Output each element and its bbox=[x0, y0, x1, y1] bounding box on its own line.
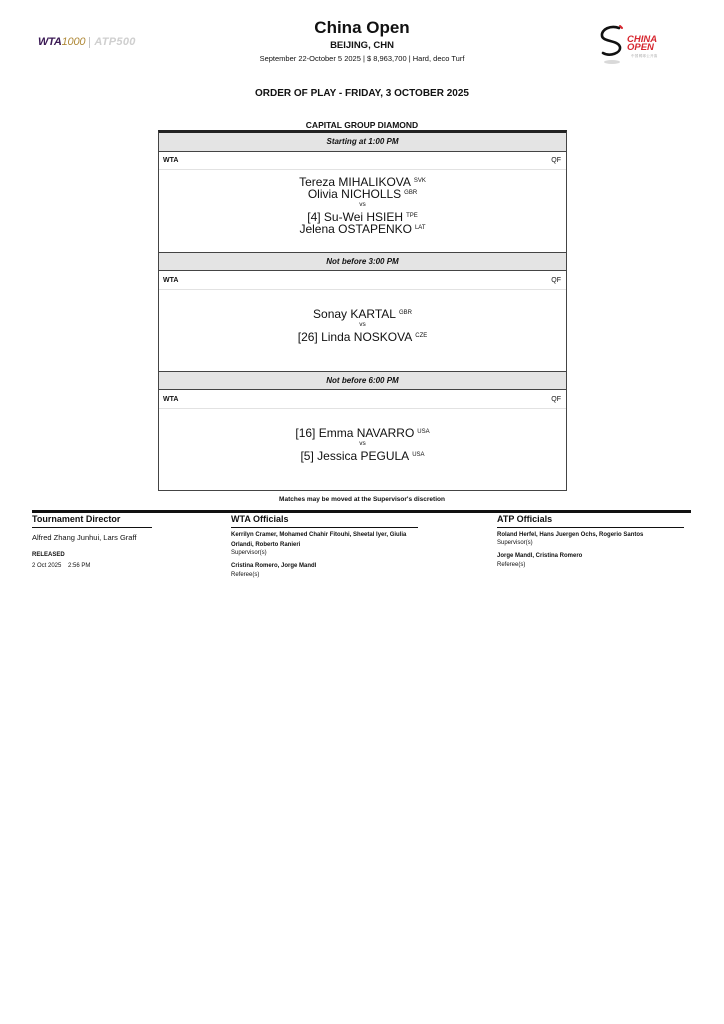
player-entry bbox=[159, 222, 566, 234]
tournament-director-title: Tournament Director bbox=[32, 514, 152, 528]
player-name: [26] Linda NOSKOVA bbox=[297, 330, 413, 344]
player-name: Olivia NICHOLLS bbox=[307, 187, 402, 201]
tour-label: WTA bbox=[163, 396, 179, 403]
wta-supervisors-names-line-2: Orlandi, Roberto Ranieri bbox=[231, 542, 301, 548]
slot-time-header: Not before 3:00 PM bbox=[159, 252, 566, 271]
wta-supervisors-names-line-1: Kerrilyn Cramer, Mohamed Chahir Fitouhi, Sheetal Iyer, Giulia bbox=[231, 532, 407, 538]
order-of-play-heading: ORDER OF PLAY - FRIDAY, 3 OCTOBER 2025 bbox=[255, 88, 469, 99]
logo-text-line-1: CHINA bbox=[627, 34, 658, 45]
versus-label: vs bbox=[359, 201, 366, 208]
court-name: CAPITAL GROUP DIAMOND bbox=[305, 120, 419, 130]
wta-supervisors-role: Supervisor(s) bbox=[231, 550, 267, 556]
player-country: USA bbox=[412, 452, 425, 458]
match-players bbox=[159, 426, 566, 461]
match-info-row bbox=[159, 391, 566, 409]
slot-time-header: Not before 6:00 PM bbox=[159, 371, 566, 390]
player-entry bbox=[159, 307, 566, 319]
player-country: TPE bbox=[406, 213, 418, 219]
wta-logo-text: WTA bbox=[38, 36, 62, 48]
player-country: GBR bbox=[404, 190, 418, 196]
player-country: SVK bbox=[413, 178, 426, 184]
round-label: QF bbox=[551, 277, 561, 284]
atp-supervisors-names: Roland Herfel, Hans Juergen Ochs, Rogerio Santos bbox=[497, 532, 644, 538]
player-name: Tereza MIHALIKOVA bbox=[299, 175, 411, 189]
match-info-row bbox=[159, 152, 566, 170]
player-entry bbox=[159, 449, 566, 461]
player-country: CZE bbox=[415, 333, 428, 339]
versus-label: vs bbox=[359, 321, 366, 328]
court-schedule bbox=[158, 130, 567, 491]
match-info-row bbox=[159, 272, 566, 290]
player-entry bbox=[159, 210, 566, 222]
player-entry bbox=[159, 187, 566, 199]
player-name: [5] Jessica PEGULA bbox=[300, 449, 410, 463]
player-country: USA bbox=[417, 429, 430, 435]
released-label: RELEASED bbox=[32, 552, 65, 558]
tour-label: WTA bbox=[163, 157, 179, 164]
atp-supervisors-role: Supervisor(s) bbox=[497, 540, 533, 546]
round-label: QF bbox=[551, 157, 561, 164]
tour-label: WTA bbox=[163, 277, 179, 284]
wta-officials-title: WTA Officials bbox=[231, 514, 418, 528]
logo-text-line-2: OPEN bbox=[627, 42, 654, 53]
player-name: [16] Emma NAVARRO bbox=[295, 426, 415, 440]
tournament-city: BEIJING, CHN bbox=[330, 40, 394, 51]
player-country: LAT bbox=[414, 225, 426, 231]
logo-tagline: 中国网球公开赛 bbox=[631, 54, 658, 58]
tournament-title: China Open bbox=[314, 18, 410, 37]
player-entry bbox=[159, 175, 566, 187]
wta-logo-number: 1000 bbox=[61, 36, 86, 48]
player-entry bbox=[159, 426, 566, 438]
released-timestamp: 2 Oct 2025 2:56 PM bbox=[32, 563, 91, 569]
round-label: QF bbox=[551, 396, 561, 403]
supervisor-footnote: Matches may be moved at the Supervisor's discretion bbox=[279, 496, 445, 503]
player-country: GBR bbox=[398, 310, 412, 316]
footer-divider bbox=[32, 510, 691, 513]
match-players bbox=[159, 307, 566, 342]
versus-label: vs bbox=[359, 440, 366, 447]
atp-officials-title: ATP Officials bbox=[497, 514, 684, 528]
atp-500-logo: ATP500 bbox=[94, 36, 136, 48]
player-entry bbox=[159, 330, 566, 342]
wta-referees-names: Cristina Romero, Jorge Mandl bbox=[231, 563, 317, 569]
tournament-info: September 22-October 5 2025 | $ 8,963,700 | Hard, deco Turf bbox=[259, 54, 465, 63]
tournament-director-names: Alfred Zhang Junhui, Lars Graff bbox=[32, 533, 137, 542]
atp-referees-names: Jorge Mandl, Cristina Romero bbox=[497, 553, 583, 559]
wta-referees-role: Referee(s) bbox=[231, 572, 260, 578]
player-name: Sonay KARTAL bbox=[313, 307, 396, 321]
player-name: [4] Su-Wei HSIEH bbox=[307, 210, 404, 224]
atp-referees-role: Referee(s) bbox=[497, 562, 526, 568]
match-players bbox=[159, 175, 566, 234]
player-name: Jelena OSTAPENKO bbox=[299, 222, 412, 236]
slot-time-header: Starting at 1:00 PM bbox=[159, 133, 566, 152]
